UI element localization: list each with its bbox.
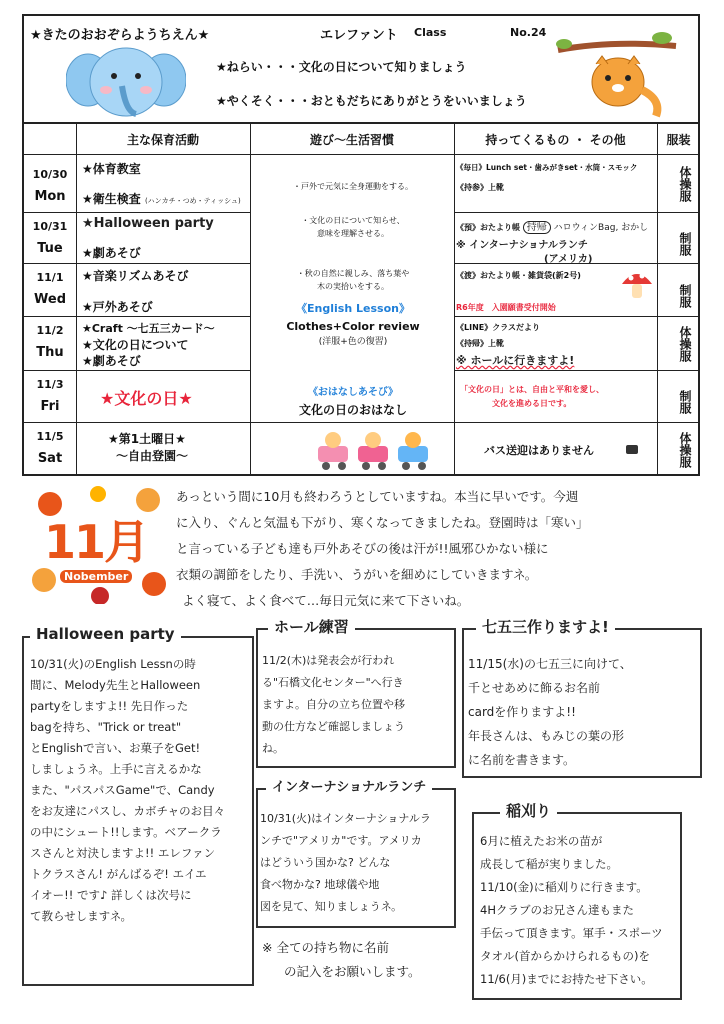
month-english: Nobember bbox=[60, 570, 132, 583]
english-lesson-title: 《English Lesson》 bbox=[296, 302, 410, 315]
month-number: 11月 bbox=[44, 515, 149, 569]
activity-text: ★音楽リズムあそび bbox=[82, 269, 189, 283]
culture-day-note: 文化を進める日です。 bbox=[492, 399, 572, 408]
issue-number: No.24 bbox=[510, 26, 547, 39]
play-text: 木の実拾いをする。 bbox=[317, 282, 389, 291]
play-text: ・戸外で元気に全身運動をする。 bbox=[293, 182, 413, 191]
activity-text: ★第1土曜日★ bbox=[108, 432, 186, 446]
bus-icon bbox=[626, 445, 638, 454]
uniform-text: 制服 bbox=[678, 232, 692, 256]
class-name: エレファント bbox=[320, 28, 398, 43]
uniform-text: 制服 bbox=[678, 390, 692, 414]
play-text: ・秋の自然に親しみ、落ち葉や bbox=[296, 269, 410, 278]
animal-on-branch-illustration bbox=[552, 20, 682, 120]
header-bring: 持ってくるもの ・ その他 bbox=[485, 132, 626, 147]
bring-text: 《持参》上靴 bbox=[456, 183, 504, 192]
bring-text: 《LINE》クラスだより bbox=[456, 323, 540, 332]
uniform-text: 体操服 bbox=[678, 166, 692, 202]
weekly-schedule-table bbox=[22, 124, 700, 476]
promise-text: ★やくそく・・・おともだちにありがとうをいいましょう bbox=[216, 94, 527, 108]
uniform-text: 制服 bbox=[678, 284, 692, 308]
mushroom-icon bbox=[620, 264, 654, 302]
activity-text: ★体育教室 bbox=[82, 162, 141, 176]
play-text: 意味を理解させる。 bbox=[317, 229, 389, 238]
header-main-activity: 主な保育活動 bbox=[126, 132, 199, 147]
belongings-name-note: ※ 全ての持ち物に名前 の記入をお願いします。 bbox=[262, 940, 421, 979]
uniform-text: 体操服 bbox=[678, 326, 692, 362]
activity-text: ★衛生検査 (ハンカチ・つめ・ティッシュ) bbox=[82, 192, 241, 206]
header-uniform: 服装 bbox=[666, 132, 691, 147]
halloween-text: 10/31(火)のEnglish Lessnの時 間に、Melody先生とHalloween partyをしますよ!! 先日作った bagを持ち、"Trick or treat" とEnglishで言い、お菓子をGet! しましょうネ。上手に言えるかな また、"パスパスGame"で、Candy をお友達にパスし、カボチャのお目々 の中にシュート!!します。ベアークラ スさんと対決しますよ!! エレファン トクラスさん! がんばるぞ! エイエ イオー!! です♪ 詳しくは次号に て教らせしますネ。 bbox=[30, 657, 226, 923]
header-play: 遊び～生活習慣 bbox=[309, 132, 394, 147]
bring-text: (アメリカ) bbox=[544, 254, 593, 265]
bring-text: 《預》おたより帳 持帰 ハロウィンBag, おかし bbox=[456, 222, 649, 233]
uniform-text: 体操服 bbox=[678, 432, 692, 468]
bring-text: 《持帰》上靴 bbox=[456, 339, 504, 348]
culture-day-label: ★文化の日★ bbox=[100, 389, 193, 408]
activity-text: ★劇あそび bbox=[82, 354, 141, 368]
header bbox=[22, 14, 700, 124]
day-cell: 11/1 Wed bbox=[34, 271, 66, 307]
elephant-illustration bbox=[66, 42, 186, 122]
activity-text: ★戸外あそび bbox=[82, 300, 153, 314]
activity-text: ★Craft ～七五三カード～ bbox=[82, 322, 215, 335]
shichigosan-title: 七五三作りますよ! bbox=[476, 616, 615, 637]
month-badge bbox=[30, 484, 170, 604]
aim-text: ★ねらい・・・文化の日について知りましょう bbox=[216, 60, 467, 74]
english-lesson-subtitle: Clothes+Color review bbox=[286, 320, 420, 333]
international-lunch-title: インターナショナルランチ bbox=[266, 776, 432, 795]
hall-practice-title: ホール練習 bbox=[268, 616, 355, 637]
story-title: 《おはなしあそび》 bbox=[307, 387, 399, 398]
enrollment-notice: R6年度 入園願書受付開始 bbox=[456, 303, 556, 312]
activity-text: ★文化の日について bbox=[82, 338, 189, 352]
bus-notice: バス送迎はありません bbox=[484, 444, 594, 457]
day-cell: 11/2 Thu bbox=[36, 324, 64, 360]
bring-text: 《毎日》Lunch set・歯みがきset・水筒・スモック bbox=[456, 163, 638, 172]
story-subtitle: 文化の日のおはなし bbox=[298, 403, 407, 417]
day-cell: 10/31 Tue bbox=[32, 220, 68, 256]
english-lesson-note: (洋服+色の復習) bbox=[318, 337, 388, 347]
shichigosan-text: 11/15(水)の七五三に向けて、 千とせあめに飾るお名前 cardを作りますよ!! 年長さんは、もみじの葉の形 に名前を書きます。 bbox=[468, 657, 632, 767]
intro-message: あっという間に10月も終わろうとしていますね。本当に早いです。今週 に入り、ぐんと気温も下がり、寒くなってきましたね。登園時は「寒い」 と言っている子ども達も戸外あそびの後は汗が!!風邪ひかない様に 衣類の調節をしたり、手洗い、うがいを細めにしていきますネ。 よく寝て、よく食べて…毎日元気に来て下さいね。 bbox=[176, 489, 589, 608]
take-home-mark: 持帰 bbox=[523, 221, 551, 234]
activity-note: (ハンカチ・つめ・ティッシュ) bbox=[144, 197, 241, 205]
bring-text: 《渡》おたより帳・雑貨袋(新2号) bbox=[456, 271, 581, 280]
class-label: Class bbox=[414, 26, 447, 39]
school-name: ★きたのおおぞらようちえん★ bbox=[30, 28, 210, 43]
international-lunch-text: 10/31(火)はインターナショナルラ ンチで"アメリカ"です。アメリカ はどういう国かな? どんな 食べ物かな? 地球儀や地 図を見て、知りましょうネ。 bbox=[260, 812, 431, 913]
rice-harvest-text: 6月に植えたお米の苗が 成長して稲が実りました。 11/10(金)に稲刈りに行きます。 4Hクラブのお兄さん達もまた 手伝って頂きます。軍手・スポーツ タオル(首からかけられるもの)を 11/6(月)までにお持たせ下さい。 bbox=[480, 834, 663, 986]
rice-harvest-title: 稲刈り bbox=[500, 800, 557, 821]
day-cell: 11/3 Fri bbox=[36, 378, 64, 414]
halloween-title: Halloween party bbox=[30, 625, 181, 643]
activity-text: ★劇あそび bbox=[82, 246, 141, 260]
day-cell: 10/30 Mon bbox=[32, 168, 68, 204]
hall-practice-text: 11/2(木)は発表会が行われ る"石橋文化センター"へ行き ますよ。自分の立ち位置や移 動の仕方など確認しましょう ね。 bbox=[262, 654, 405, 755]
culture-day-note: 「文化の日」とは、自由と平和を愛し、 bbox=[460, 385, 604, 394]
activity-text: ～自由登園～ bbox=[116, 449, 189, 463]
day-cell: 11/5 Sat bbox=[36, 430, 64, 466]
children-parade-illustration bbox=[314, 428, 434, 472]
activity-text: ★Halloween party bbox=[82, 216, 214, 231]
hall-note: ※ ホールに行きますよ! bbox=[456, 354, 575, 367]
bring-text: ※ インターナショナルランチ bbox=[456, 240, 588, 251]
play-text: ・文化の日について知らせ、 bbox=[301, 216, 405, 225]
